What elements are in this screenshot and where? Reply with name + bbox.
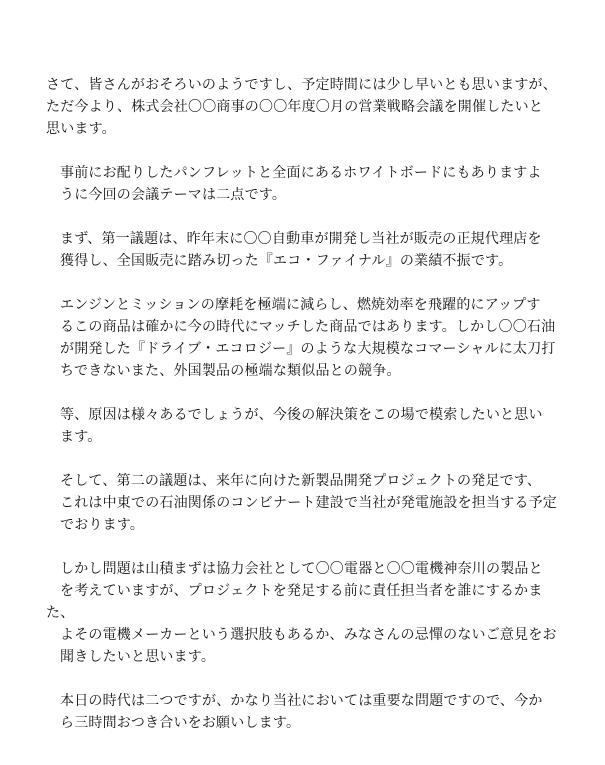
text-line: ます。 xyxy=(60,429,102,445)
paragraph-1 xyxy=(46,74,566,140)
text-line: 聞きしたいと思います。 xyxy=(60,649,216,665)
text-line: まず、第一議題は、昨年末に〇〇自動車が開発し当社が販売の正規代理店を xyxy=(60,231,542,247)
text-line: るこの商品は確かに今の時代にマッチした商品ではあります。しかし〇〇石油 xyxy=(60,319,556,335)
text-line: 本日の時代は二つですが、かなり当社においては重要な問題ですので、今か xyxy=(60,693,543,709)
text-line: よその電機メーカーという選択肢もあるか、みなさんの忌憚のないご意見をお xyxy=(60,627,557,643)
paragraph-3 xyxy=(46,228,566,272)
paragraph-8 xyxy=(46,690,566,734)
text-line: でおります。 xyxy=(60,517,145,533)
text-line: ただ今より、株式会社〇〇商事の〇〇年度〇月の営業戦略会議を開催したいと xyxy=(46,99,543,115)
document-body xyxy=(46,74,566,734)
text-line: 思います。 xyxy=(46,121,116,137)
text-line: が開発した『ドライブ・エコロジー』のような大規模なコマーシャルに太刀打 xyxy=(60,341,556,357)
text-line: を考えていますが、プロジェクトを発足する前に責任担当者を誰にするかまた、 xyxy=(46,583,543,621)
text-line: うに今回の会議テーマは二点です。 xyxy=(60,187,287,203)
text-line: エンジンとミッションの摩耗を極端に減らし、燃焼効率を飛躍的にアップす xyxy=(60,297,541,313)
text-line: しかし問題は山積まずは協力会社として〇〇電器と〇〇電機神奈川の製品と xyxy=(60,561,543,577)
text-line: 獲得し、全国販売に踏み切った『エコ・ファイナル』の業績不振です。 xyxy=(60,253,513,269)
paragraph-5 xyxy=(46,404,566,448)
text-line: さて、皆さんがおそろいのようですし、予定時間には少し早いとも思いますが、 xyxy=(46,77,557,93)
text-line: そして、第二の議題は、来年に向けた新製品開発プロジェクトの発足です、 xyxy=(60,473,542,489)
paragraph-7 xyxy=(46,558,566,668)
text-line: ら三時間おつき合いをお願いします。 xyxy=(60,715,301,731)
text-line: 事前にお配りしたパンフレットと全面にあるホワイトボードにもありますよ xyxy=(60,165,542,181)
paragraph-2 xyxy=(46,162,566,206)
paragraph-4 xyxy=(46,294,566,382)
paragraph-6 xyxy=(46,470,566,536)
text-line: ちできないまた、外国製品の極端な類似品との競争。 xyxy=(60,363,401,379)
text-line: これは中東での石油関係のコンビナート建設で当社が発電施設を担当する予定 xyxy=(60,495,557,511)
text-line: 等、原因は様々あるでしょうが、今後の解決策をこの場で模索したいと思い xyxy=(60,407,543,423)
